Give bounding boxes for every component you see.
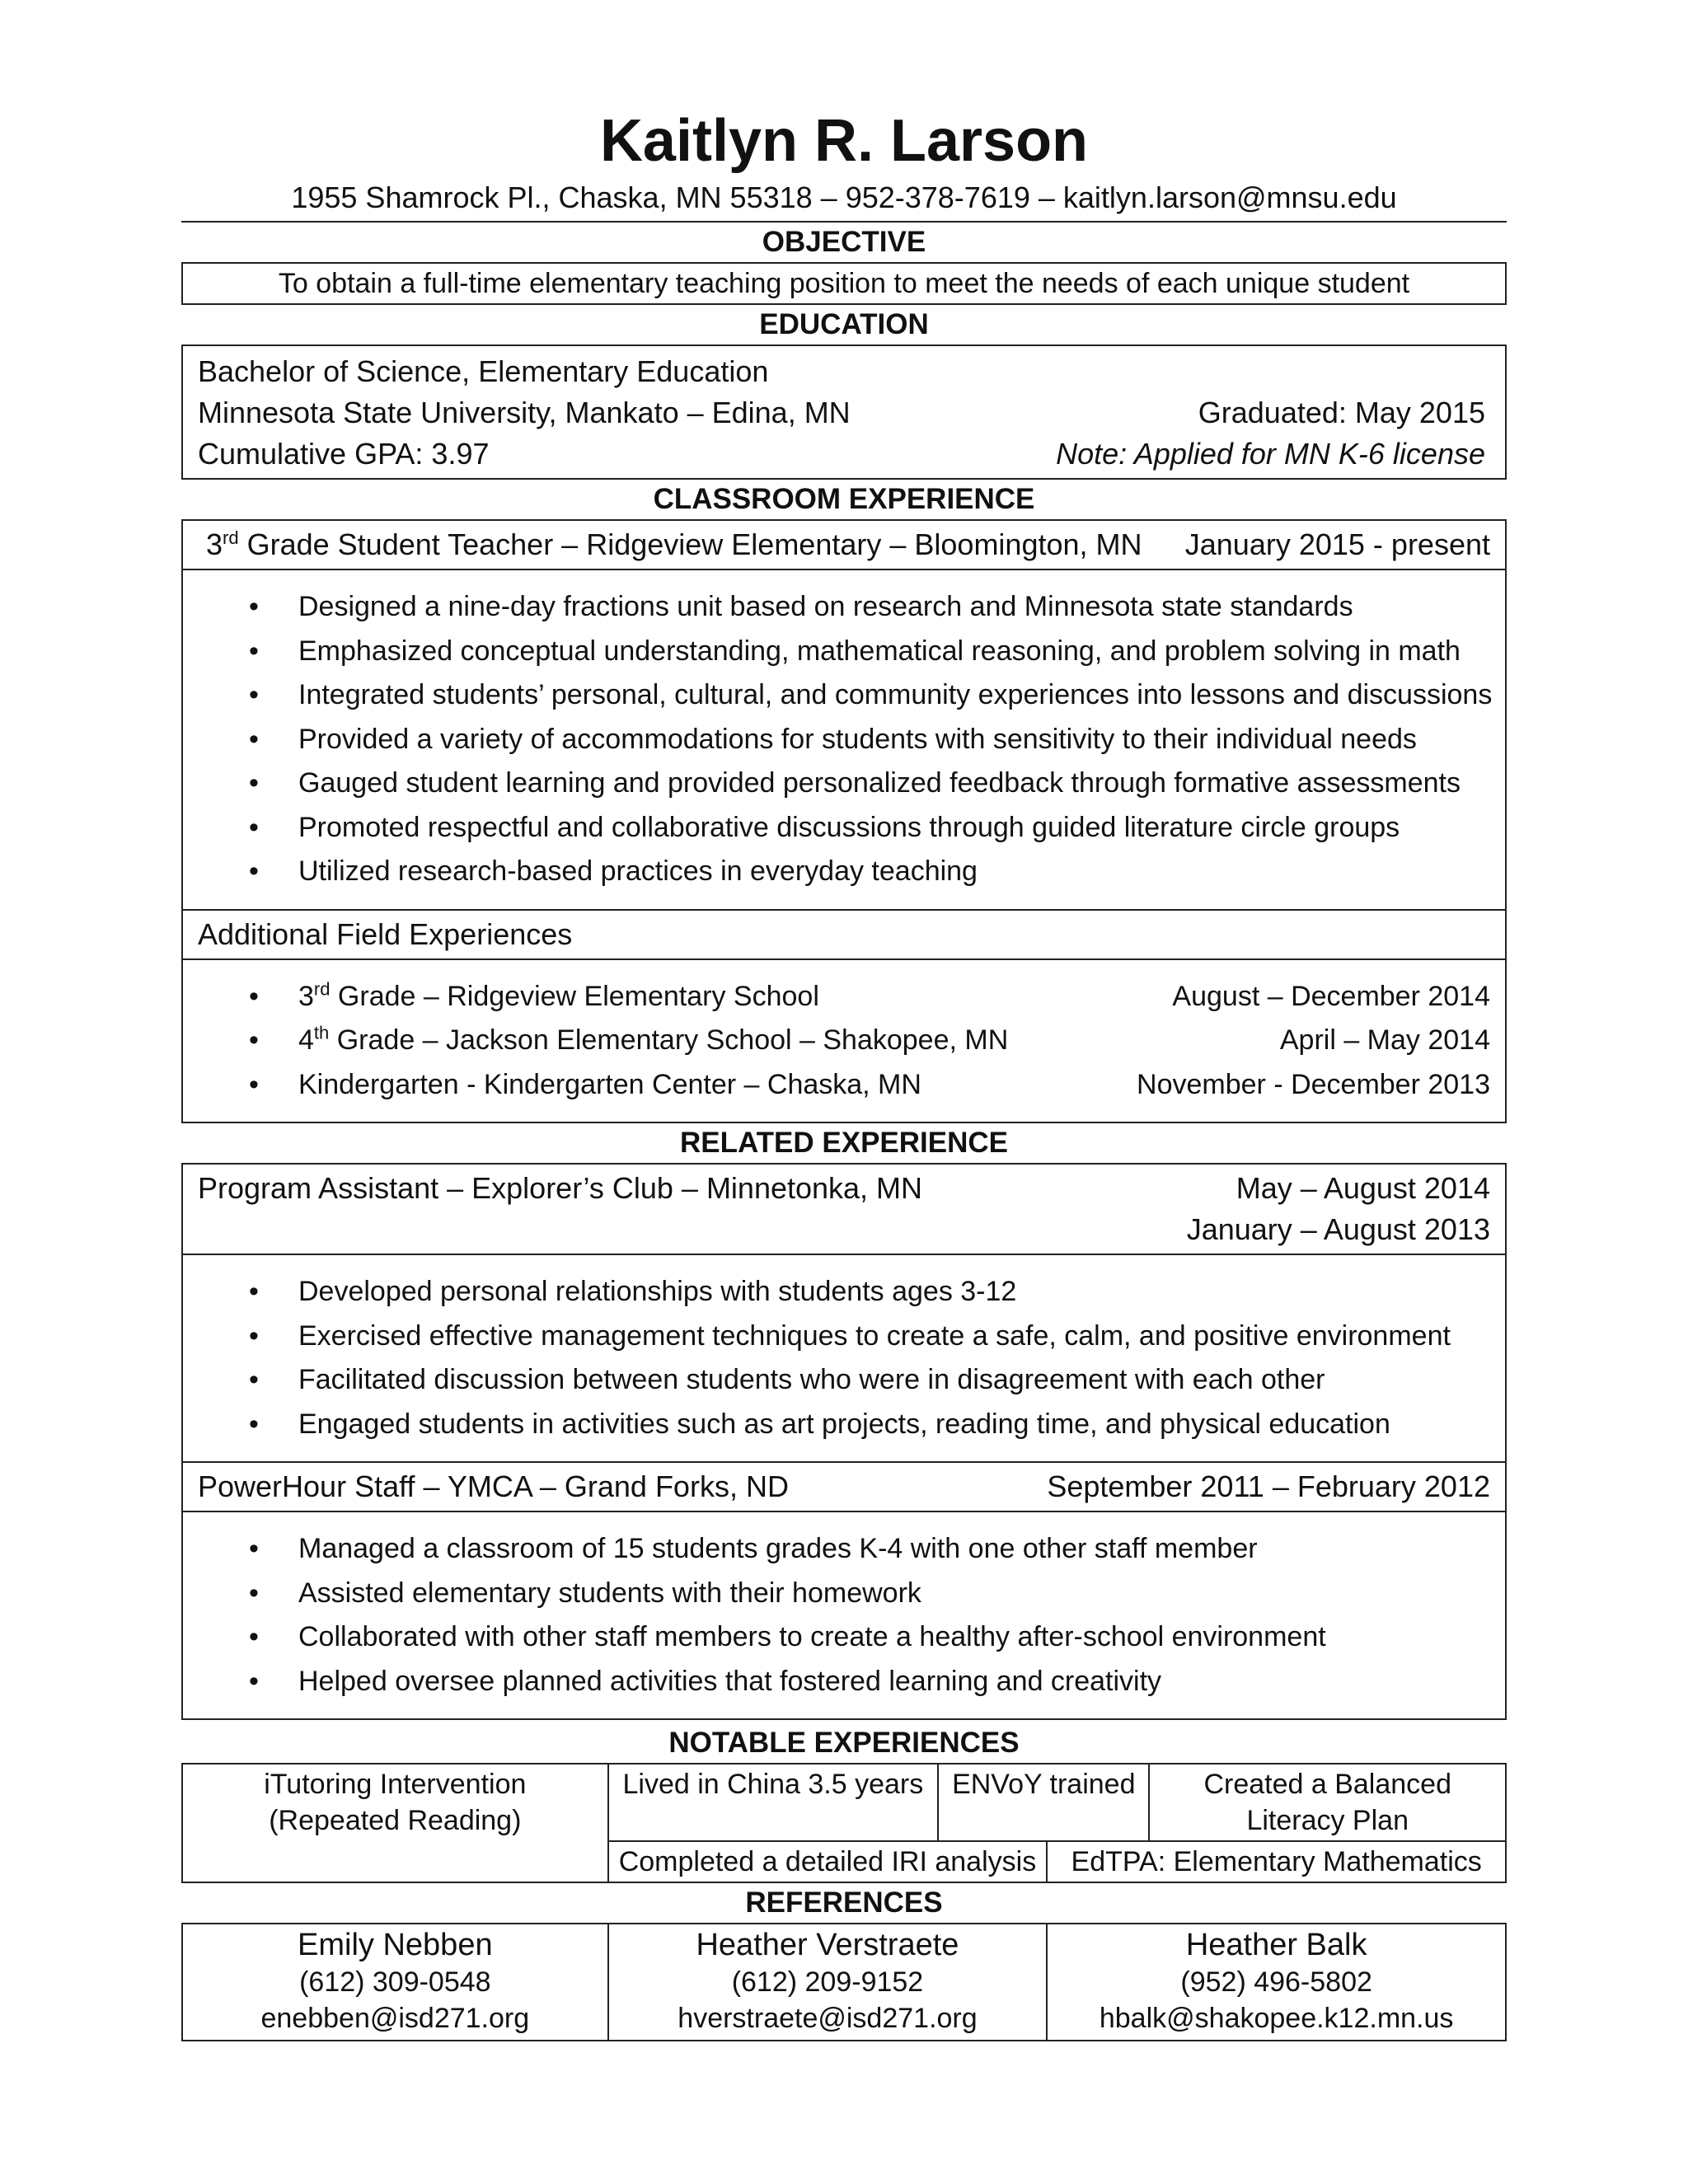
reference-email: hverstraete@isd271.org [678,2003,978,2034]
list-item: • Collaborated with other staff members to create a healthy after-school environment [183,1615,1505,1660]
notable-itutoring-line1: iTutoring Intervention [264,1769,527,1800]
powerhour-bullets [183,1512,1505,1718]
field-suffix: rd [313,978,331,1000]
additional-field-title: Additional Field Experiences [198,916,573,951]
notable-literacy [1149,1764,1506,1841]
list-item: • Promoted respectful and collaborative discussions through guided literature circle groups [183,806,1505,851]
student-teacher-bullets [183,570,1505,909]
notable-table [181,1763,1507,1883]
field-experience-list [183,960,1505,1122]
notable-china: Lived in China 3.5 years [608,1764,938,1841]
powerhour-section [183,1461,1505,1718]
list-item: • Designed a nine-day fractions unit based on research and Minnesota state standards [183,585,1505,630]
list-item: • Exercised effective management techniques to create a safe, calm, and positive environment [183,1315,1505,1359]
reference-name: Heather Verstraete [696,1928,959,1962]
student-teacher-header [183,521,1505,570]
list-item: • Utilized research-based practices in everyday teaching [183,850,1505,894]
list-item: • Emphasized conceptual understanding, mathematical reasoning, and problem solving in math [183,630,1505,674]
list-item [183,1019,1505,1063]
objective-text: To obtain a full-time elementary teaching position to meet the needs of each unique student [278,268,1410,299]
education-gpa: Cumulative GPA: 3.97 [198,437,490,471]
powerhour-header [183,1463,1505,1512]
references-heading: REFERENCES [745,1886,943,1919]
references-table [181,1923,1507,2041]
reference-email: enebben@isd271.org [260,2003,530,2034]
candidate-name: Kaitlyn R. Larson [599,108,1089,174]
field-text: Kindergarten - Kindergarten Center – Chaska, MN [298,1068,921,1100]
list-item: • Engaged students in activities such as art projects, reading time, and physical education [183,1403,1505,1447]
notable-itutoring [182,1764,608,1882]
education-note: Note: Applied for MN K-6 license [1056,437,1485,471]
powerhour-title: PowerHour Staff – YMCA – Grand Forks, ND [198,1469,789,1503]
reference-phone: (952) 496-5802 [1180,1966,1372,1998]
reference-card [1047,1924,1506,2041]
education-box [181,344,1507,480]
field-dates: August – December 2014 [1172,980,1490,1012]
reference-phone: (612) 209-9152 [731,1966,924,1998]
program-assistant-dates [1187,1168,1490,1250]
list-item: • Developed personal relationships with students ages 3-12 [183,1270,1505,1315]
student-teacher-title [198,524,1142,565]
field-ordinal: 4 [298,1024,314,1056]
list-item: • Gauged student learning and provided personalized feedback through formative assessments [183,762,1505,806]
student-teacher-dates: January 2015 - present [1184,527,1490,561]
additional-field-section [183,909,1505,1122]
program-assistant-title: Program Assistant – Explorer’s Club – Minnetonka, MN [198,1171,923,1205]
notable-envoy: ENVoY trained [938,1764,1149,1841]
education-heading: EDUCATION [759,308,929,340]
reference-name: Emily Nebben [298,1928,493,1962]
related-box [181,1163,1507,1720]
education-degree: Bachelor of Science, Elementary Education [198,354,769,388]
resume-page [181,0,1507,2041]
reference-card [182,1924,608,2041]
contact-line: 1955 Shamrock Pl., Chaska, MN 55318 – 952-378-7619 – kaitlyn.larson@mnsu.edu [291,180,1397,214]
list-item [183,975,1505,1019]
objective-heading: OBJECTIVE [762,226,926,258]
list-item: • Provided a variety of accommodations for students with sensitivity to their individual needs [183,718,1505,762]
reference-phone: (612) 309-0548 [299,1966,491,1998]
additional-field-header [183,911,1505,960]
field-suffix: th [313,1022,330,1043]
reference-card [608,1924,1048,2041]
field-dates: April – May 2014 [1279,1024,1490,1056]
field-text: Grade – Ridgeview Elementary School [330,980,819,1012]
reference-name: Heather Balk [1185,1928,1367,1962]
list-item: • Assisted elementary students with their homework [183,1572,1505,1616]
field-ordinal: 3 [298,980,314,1012]
classroom-box [181,519,1507,1123]
program-assistant-bullets [183,1255,1505,1461]
job-title-text: Grade Student Teacher – Ridgeview Elementary – Bloomington, MN [238,527,1142,561]
list-item: • Helped oversee planned activities that fostered learning and creativity [183,1660,1505,1704]
notable-heading: NOTABLE EXPERIENCES [668,1727,1020,1759]
powerhour-dates: September 2011 – February 2012 [1047,1469,1490,1503]
reference-email: hbalk@shakopee.k12.mn.us [1099,2003,1454,2034]
education-graduated: Graduated: May 2015 [1198,396,1485,429]
grade-ordinal: 3 [206,527,223,561]
notable-literacy-line1: Created a Balanced [1203,1769,1451,1800]
objective-box [181,262,1507,305]
education-row [183,351,1505,392]
grade-suffix: rd [223,527,239,548]
notable-itutoring-line2: (Repeated Reading) [269,1805,522,1836]
program-assistant-dates-1: May – August 2014 [1236,1171,1490,1205]
program-assistant-header [183,1165,1505,1255]
list-item: • Integrated students’ personal, cultural, and community experiences into lessons and discussions [183,673,1505,718]
education-school: Minnesota State University, Mankato – Edina, MN [198,396,851,429]
program-assistant-dates-2: January – August 2013 [1186,1212,1490,1246]
notable-iri: Completed a detailed IRI analysis [608,1841,1048,1882]
classroom-heading: CLASSROOM EXPERIENCE [653,483,1035,515]
field-text: Grade – Jackson Elementary School – Shakopee, MN [329,1024,1009,1056]
education-row [183,392,1505,434]
notable-literacy-line2: Literacy Plan [1246,1805,1409,1836]
notable-edtpa: EdTPA: Elementary Mathematics [1047,1841,1506,1882]
field-dates: November - December 2013 [1137,1068,1490,1100]
list-item: • Managed a classroom of 15 students grades K-4 with one other staff member [183,1527,1505,1572]
related-heading: RELATED EXPERIENCE [679,1127,1009,1159]
education-row [183,434,1505,475]
list-item [183,1063,1505,1108]
list-item: • Facilitated discussion between students who were in disagreement with each other [183,1358,1505,1403]
